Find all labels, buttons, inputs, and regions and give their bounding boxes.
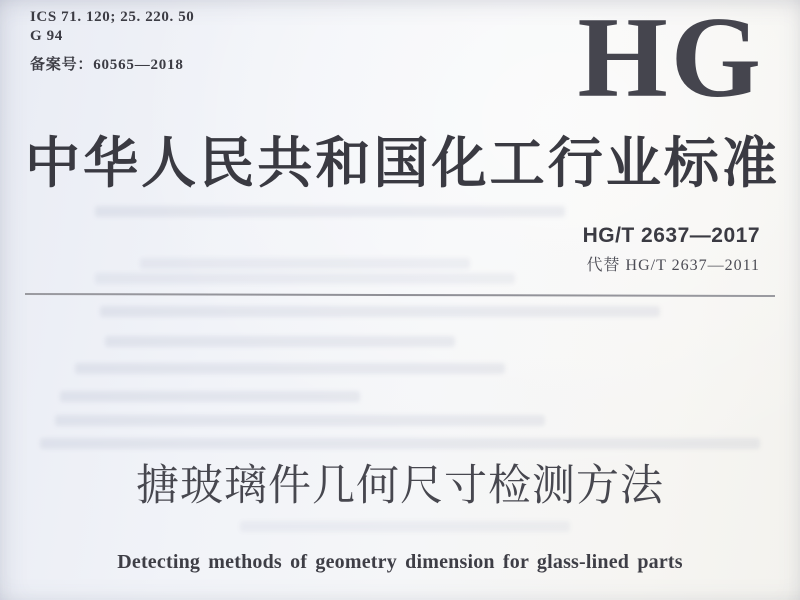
standard-heading: 中华人民共和国化工行业标准 — [25, 130, 777, 195]
bleed-through-line — [140, 258, 470, 269]
bleed-through-line — [60, 391, 360, 402]
bleed-through-line — [40, 438, 760, 449]
classification-code: G 94 — [30, 28, 63, 44]
replaced-standard: 代替 HG/T 2637—2011 — [586, 257, 760, 274]
standard-number: HG/T 2637—2017 — [582, 224, 760, 247]
bleed-through-line — [95, 206, 565, 217]
bleed-through-line — [95, 273, 515, 284]
document-title-chinese: 搪玻璃件几何尺寸检测方法 — [136, 461, 664, 511]
bleed-through-line — [55, 415, 545, 426]
hg-logo: HG — [577, 0, 764, 122]
ics-code: ICS 71. 120; 25. 220. 50 — [30, 9, 195, 25]
document-title-english: Detecting methods of geometry dimension for glass-lined parts — [117, 551, 683, 573]
bleed-through-line — [105, 336, 455, 347]
bleed-through-line — [75, 363, 505, 374]
record-number: 备案号：60565—2018 — [30, 57, 184, 73]
meta-block — [30, 9, 194, 74]
divider-rule — [25, 293, 775, 297]
bleed-through-line — [240, 521, 570, 532]
standard-number-block — [583, 224, 760, 275]
bleed-through-line — [100, 306, 660, 317]
